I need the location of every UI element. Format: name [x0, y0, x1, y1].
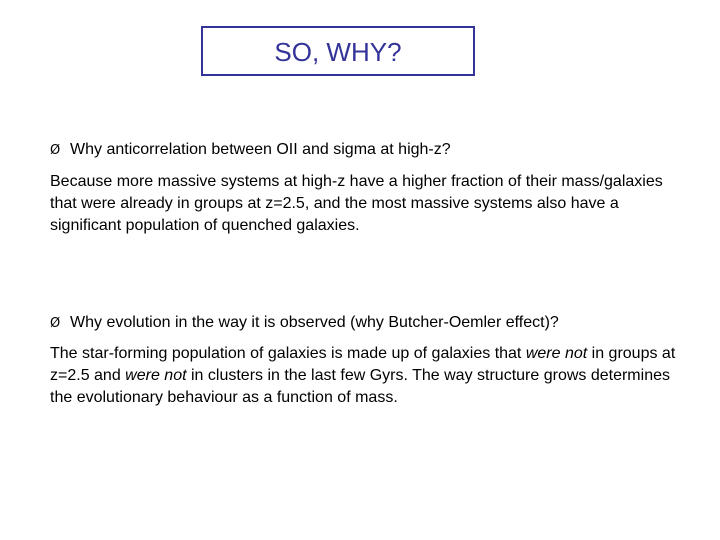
- title-box: [201, 26, 475, 76]
- answer-1-paragraph: Because more massive systems at high-z have a higher fraction of their mass/galaxies that were already in groups at z=2.5, and the most massive systems also have a significant population of quenched galaxies.: [50, 173, 663, 234]
- answer-2-part-2: in groups at z=2.5 and: [50, 345, 676, 384]
- answer-2-paragraph: [50, 343, 690, 409]
- arrow-bullet-icon: Ø: [50, 316, 61, 331]
- answer-2-part-1: The star-forming population of galaxies is made up of galaxies that: [50, 345, 526, 362]
- answer-2-part-3: in clusters in the last few Gyrs. The way structure grows determines the evolutionary behaviour as a function of mass.: [50, 367, 670, 406]
- question-2-text: Why evolution in the way it is observed (why Butcher-Oemler effect)?: [70, 314, 559, 331]
- bullet-question-2: [50, 313, 559, 334]
- slide-title: SO, WHY?: [274, 37, 402, 67]
- question-1-text: Why anticorrelation between OII and sigma at high-z?: [70, 141, 451, 158]
- arrow-bullet-icon: Ø: [50, 143, 61, 158]
- answer-2-emphasis-1: were not: [525, 345, 588, 362]
- answer-2-emphasis-2: were not: [125, 367, 187, 384]
- bullet-question-1: [50, 140, 451, 161]
